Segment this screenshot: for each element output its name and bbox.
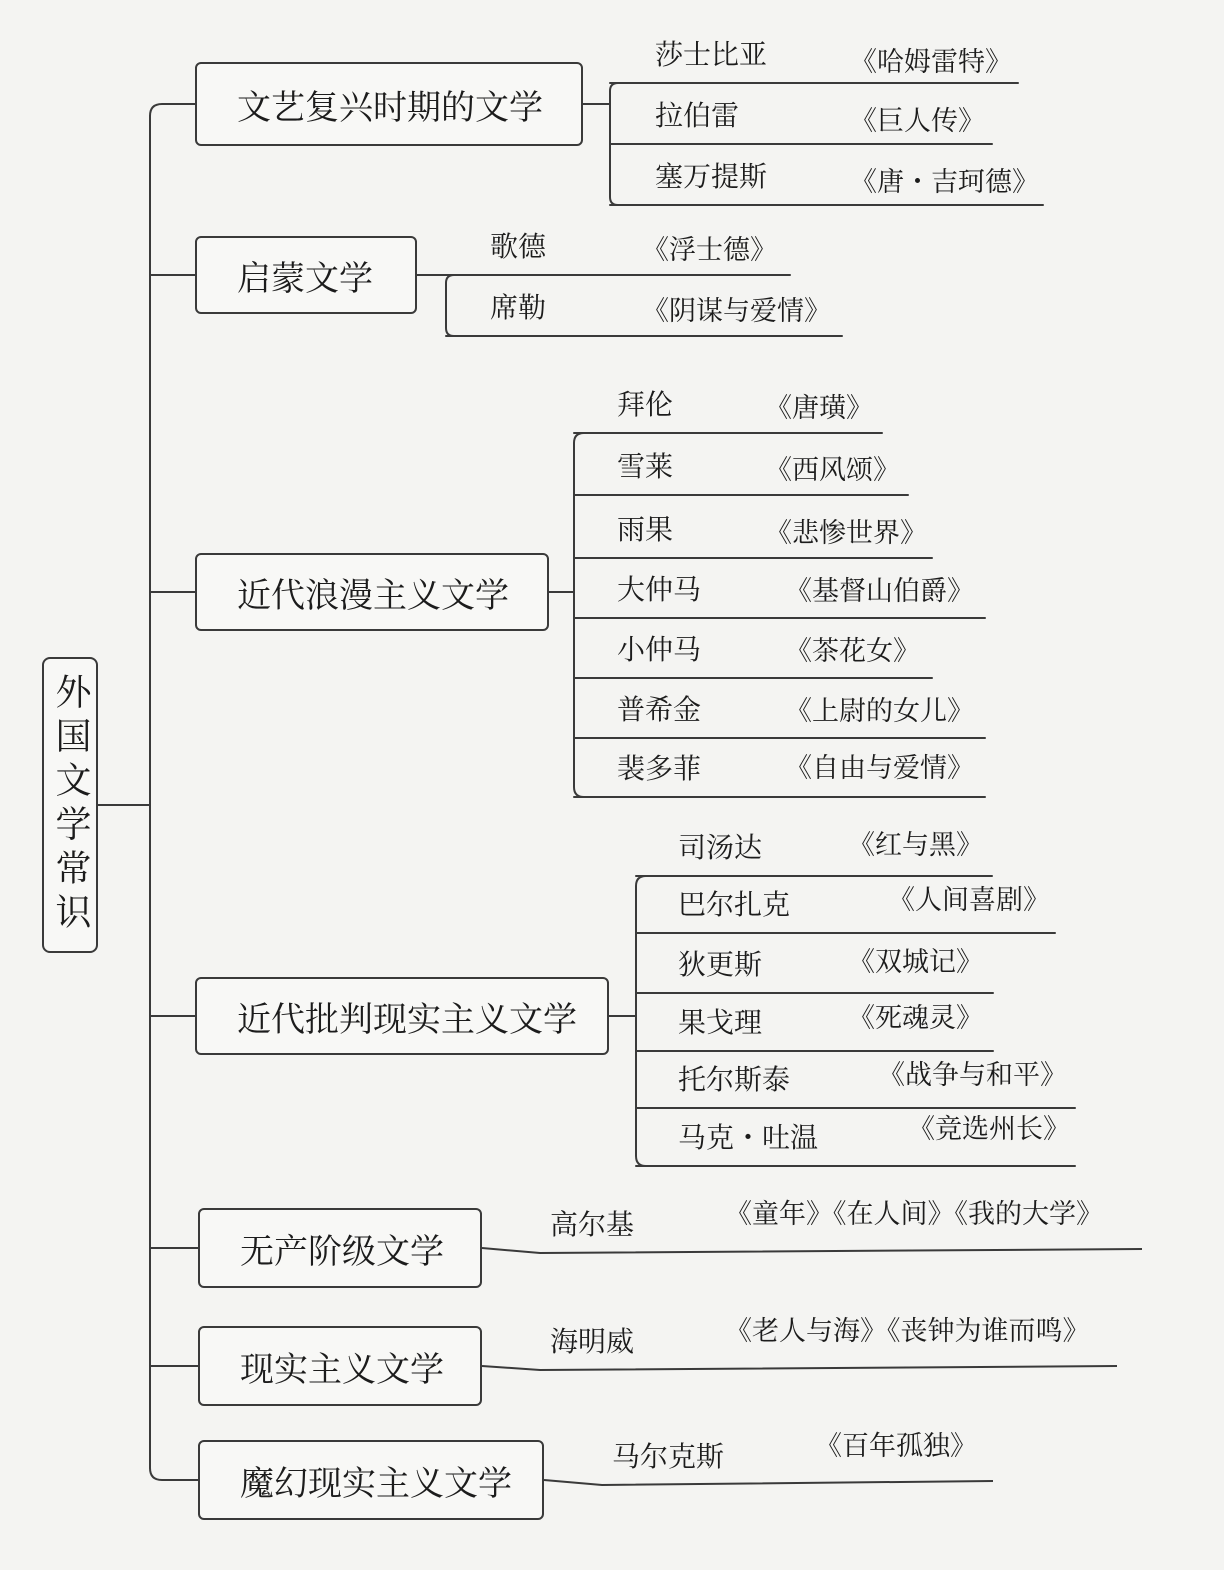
work-title: 《唐璜》: [765, 393, 873, 424]
author-name: 塞万提斯: [655, 160, 768, 193]
category-connector: [150, 104, 195, 116]
root-label: 外国文学常识: [50, 673, 91, 937]
work-title: 《童年》《在人间》《我的大学》: [725, 1199, 1103, 1230]
entry-bracket: [636, 876, 646, 1166]
work-title: 《竞选州长》: [908, 1114, 1070, 1145]
author-name: 小仲马: [617, 633, 702, 666]
entry-bracket: [446, 275, 454, 336]
work-title: 《哈姆雷特》: [850, 47, 1012, 78]
author-name: 歌德: [490, 230, 547, 263]
work-title: 《红与黑》: [848, 830, 983, 861]
author-name: 托尔斯泰: [678, 1063, 791, 1096]
category-critical-realism: 近代批判现实主义文学: [195, 977, 609, 1055]
author-name: 大仲马: [617, 573, 702, 606]
category-realism: 现实主义文学: [198, 1326, 482, 1406]
author-name: 海明威: [550, 1325, 635, 1358]
author-name: 莎士比亚: [655, 38, 768, 71]
work-title: 《老人与海》《丧钟为谁而鸣》: [725, 1316, 1090, 1347]
work-title: 《巨人传》: [850, 106, 985, 137]
work-title: 《百年孤独》: [815, 1431, 977, 1462]
author-name: 马尔克斯: [612, 1440, 725, 1473]
author-name: 马克・吐温: [678, 1121, 819, 1154]
entry-underline: [544, 1480, 993, 1485]
work-title: 《茶花女》: [785, 636, 920, 667]
author-name: 裴多菲: [617, 752, 702, 785]
work-title: 《悲惨世界》: [765, 518, 927, 549]
author-name: 雪莱: [617, 450, 674, 483]
author-name: 巴尔扎克: [678, 888, 791, 921]
root-node: [42, 657, 98, 953]
category-proletarian: 无产阶级文学: [198, 1208, 482, 1288]
work-title: 《阴谋与爱情》: [642, 296, 831, 327]
author-name: 果戈理: [678, 1006, 763, 1039]
category-renaissance: 文艺复兴时期的文学: [195, 62, 583, 146]
work-title: 《人间喜剧》: [888, 885, 1050, 916]
work-title: 《上尉的女儿》: [785, 696, 974, 727]
author-name: 拉伯雷: [655, 99, 740, 132]
work-title: 《战争与和平》: [878, 1060, 1067, 1091]
category-romanticism: 近代浪漫主义文学: [195, 553, 549, 631]
category-enlightenment: 启蒙文学: [195, 236, 417, 314]
work-title: 《西风颂》: [765, 455, 900, 486]
entry-bracket: [574, 433, 584, 797]
category-magic-realism: 魔幻现实主义文学: [198, 1440, 544, 1520]
category-connector: [150, 1468, 198, 1480]
work-title: 《浮士德》: [642, 235, 777, 266]
work-title: 《基督山伯爵》: [785, 576, 974, 607]
entry-underline: [482, 1248, 1142, 1253]
author-name: 拜伦: [617, 388, 674, 421]
author-name: 普希金: [617, 693, 702, 726]
work-title: 《死魂灵》: [848, 1003, 983, 1034]
author-name: 狄更斯: [678, 948, 763, 981]
work-title: 《唐・吉珂德》: [850, 167, 1039, 198]
work-title: 《双城记》: [848, 947, 983, 978]
entry-underline: [482, 1366, 1117, 1370]
author-name: 司汤达: [678, 831, 763, 864]
author-name: 高尔基: [550, 1208, 635, 1241]
author-name: 席勒: [490, 291, 547, 324]
author-name: 雨果: [617, 513, 674, 546]
work-title: 《自由与爱情》: [785, 753, 974, 784]
